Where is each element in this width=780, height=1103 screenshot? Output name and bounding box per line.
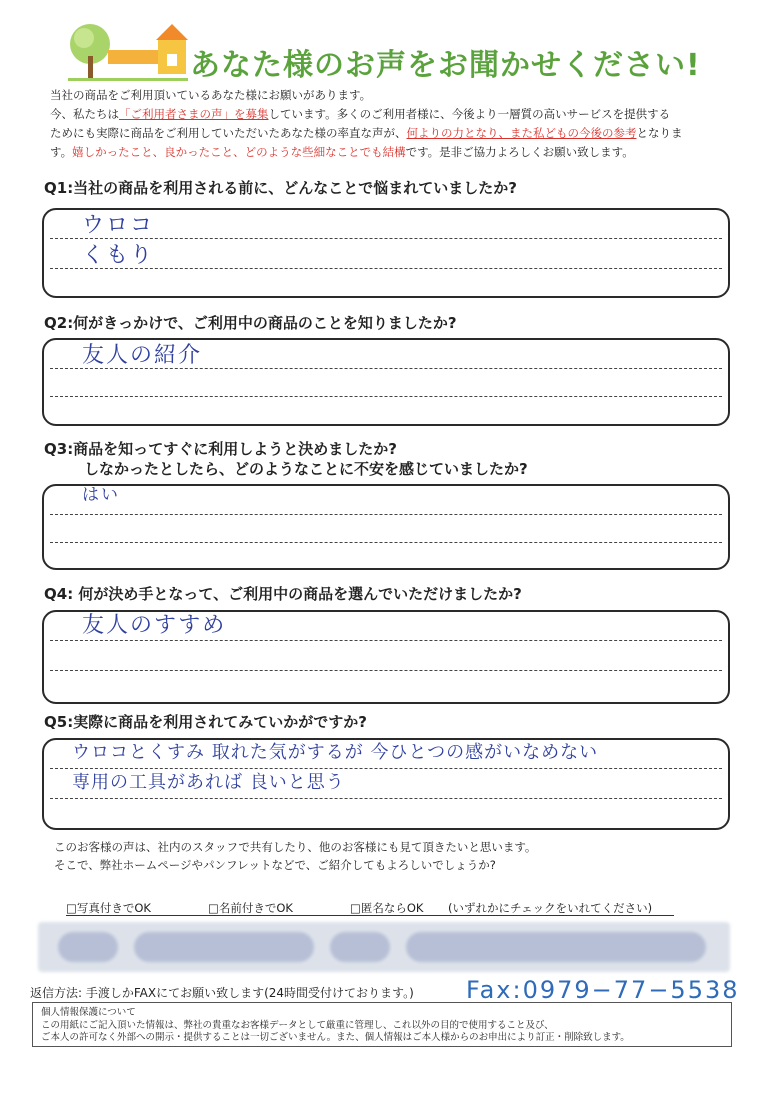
checkbox-anonymous-ok[interactable]: □匿名ならOK xyxy=(350,901,424,915)
intro-line-1: 当社の商品をご利用頂いているあなた様にお願いがあります。 xyxy=(50,88,372,102)
checkbox-underline xyxy=(66,915,674,916)
handwritten-answer: 友人の紹介 xyxy=(82,343,203,368)
intro-text: ためにも実際に商品をご利用していただいたあなた様の率直な声が、 xyxy=(50,126,407,140)
intro-emphasis: 何よりの力となり、また私どもの今後の参考 xyxy=(406,126,637,140)
intro-text: となりま xyxy=(636,126,683,140)
question-4-label: Q4: 何が決め手となって、ご利用中の商品を選んでいただけましたか? xyxy=(44,585,522,603)
privacy-title: 個人情報保護について xyxy=(41,1007,136,1018)
intro-line-3 xyxy=(50,124,683,143)
answer-box-1[interactable] xyxy=(42,208,730,298)
fax-number: Fax:0979−77−5538 xyxy=(466,976,740,1004)
checkbox-note: (いずれかにチェックをいれてください) xyxy=(448,901,653,915)
question-5-label: Q5:実際に商品を利用されてみていかがですか? xyxy=(44,713,367,731)
privacy-notice-box xyxy=(32,1002,732,1047)
answer-box-3[interactable] xyxy=(42,484,730,570)
handwritten-answer: はい xyxy=(82,485,120,505)
question-3-sublabel: しなかったとしたら、どのようなことに不安を感じていましたか? xyxy=(84,460,528,478)
tree-house-logo-icon xyxy=(68,18,188,82)
checkbox-photo-ok[interactable]: □写真付きでOK xyxy=(66,901,151,915)
handwritten-answer: 友人のすすめ xyxy=(82,613,227,638)
question-2-label: Q2:何がきっかけで、ご利用中の商品のことを知りましたか? xyxy=(44,314,457,332)
answer-box-2[interactable] xyxy=(42,338,730,426)
answer-box-4[interactable] xyxy=(42,610,730,704)
answer-box-5[interactable] xyxy=(42,738,730,830)
handwritten-answer: ウロコとくすみ 取れた気がするが 今ひとつの感がいなめない xyxy=(72,742,599,763)
handwritten-answer: ウロコ xyxy=(82,213,155,238)
intro-emphasis: 嬉しかったこと、良かったこと、どのような些細なことでも結構 xyxy=(72,145,406,159)
question-3-label: Q3:商品を知ってすぐに利用しようと決めましたか? xyxy=(44,440,397,458)
intro-line-4 xyxy=(50,143,634,162)
intro-line-2 xyxy=(50,105,670,124)
checkbox-name-ok[interactable]: □名前付きでOK xyxy=(208,901,293,915)
footer-line-2: そこで、弊社ホームページやパンフレットなどで、ご紹介してもよろしいでしょうか? xyxy=(54,858,496,872)
intro-text: 今、私たちは xyxy=(50,107,119,121)
return-method: 返信方法: 手渡しかFAXにてお願い致します(24時間受付けております。) xyxy=(30,986,414,1000)
intro-text: です。是非ご協力よろしくお願い致します。 xyxy=(405,145,634,159)
intro-text: す。 xyxy=(50,145,73,159)
handwritten-answer: 専用の工具があれば 良いと思う xyxy=(72,772,345,793)
privacy-line-2: ご本人の許可なく外部への開示・提供することは一切ございません。また、個人情報はご本人様からのお申出により訂正・削除致します。 xyxy=(41,1032,630,1043)
intro-emphasis: 「ご利用者さまの声」を募集 xyxy=(119,107,269,121)
footer-line-1: このお客様の声は、社内のスタッフで共有したり、他のお客様にも見て頂きたいと思います。 xyxy=(54,840,537,854)
blurred-redacted-area xyxy=(38,922,730,972)
privacy-line-1: この用紙にご記入頂いた情報は、弊社の貴重なお客様データとして厳重に管理し、これ以外の目的で使用すること及び、 xyxy=(41,1020,554,1031)
handwritten-answer: くもり xyxy=(82,243,155,268)
question-1-label: Q1:当社の商品を利用される前に、どんなことで悩まれていましたか? xyxy=(44,179,517,197)
intro-text: しています。多くのご利用者様に、今後より一層質の高いサービスを提供する xyxy=(268,107,671,121)
page-title: あなた様のお声をお聞かせください! xyxy=(190,48,701,83)
